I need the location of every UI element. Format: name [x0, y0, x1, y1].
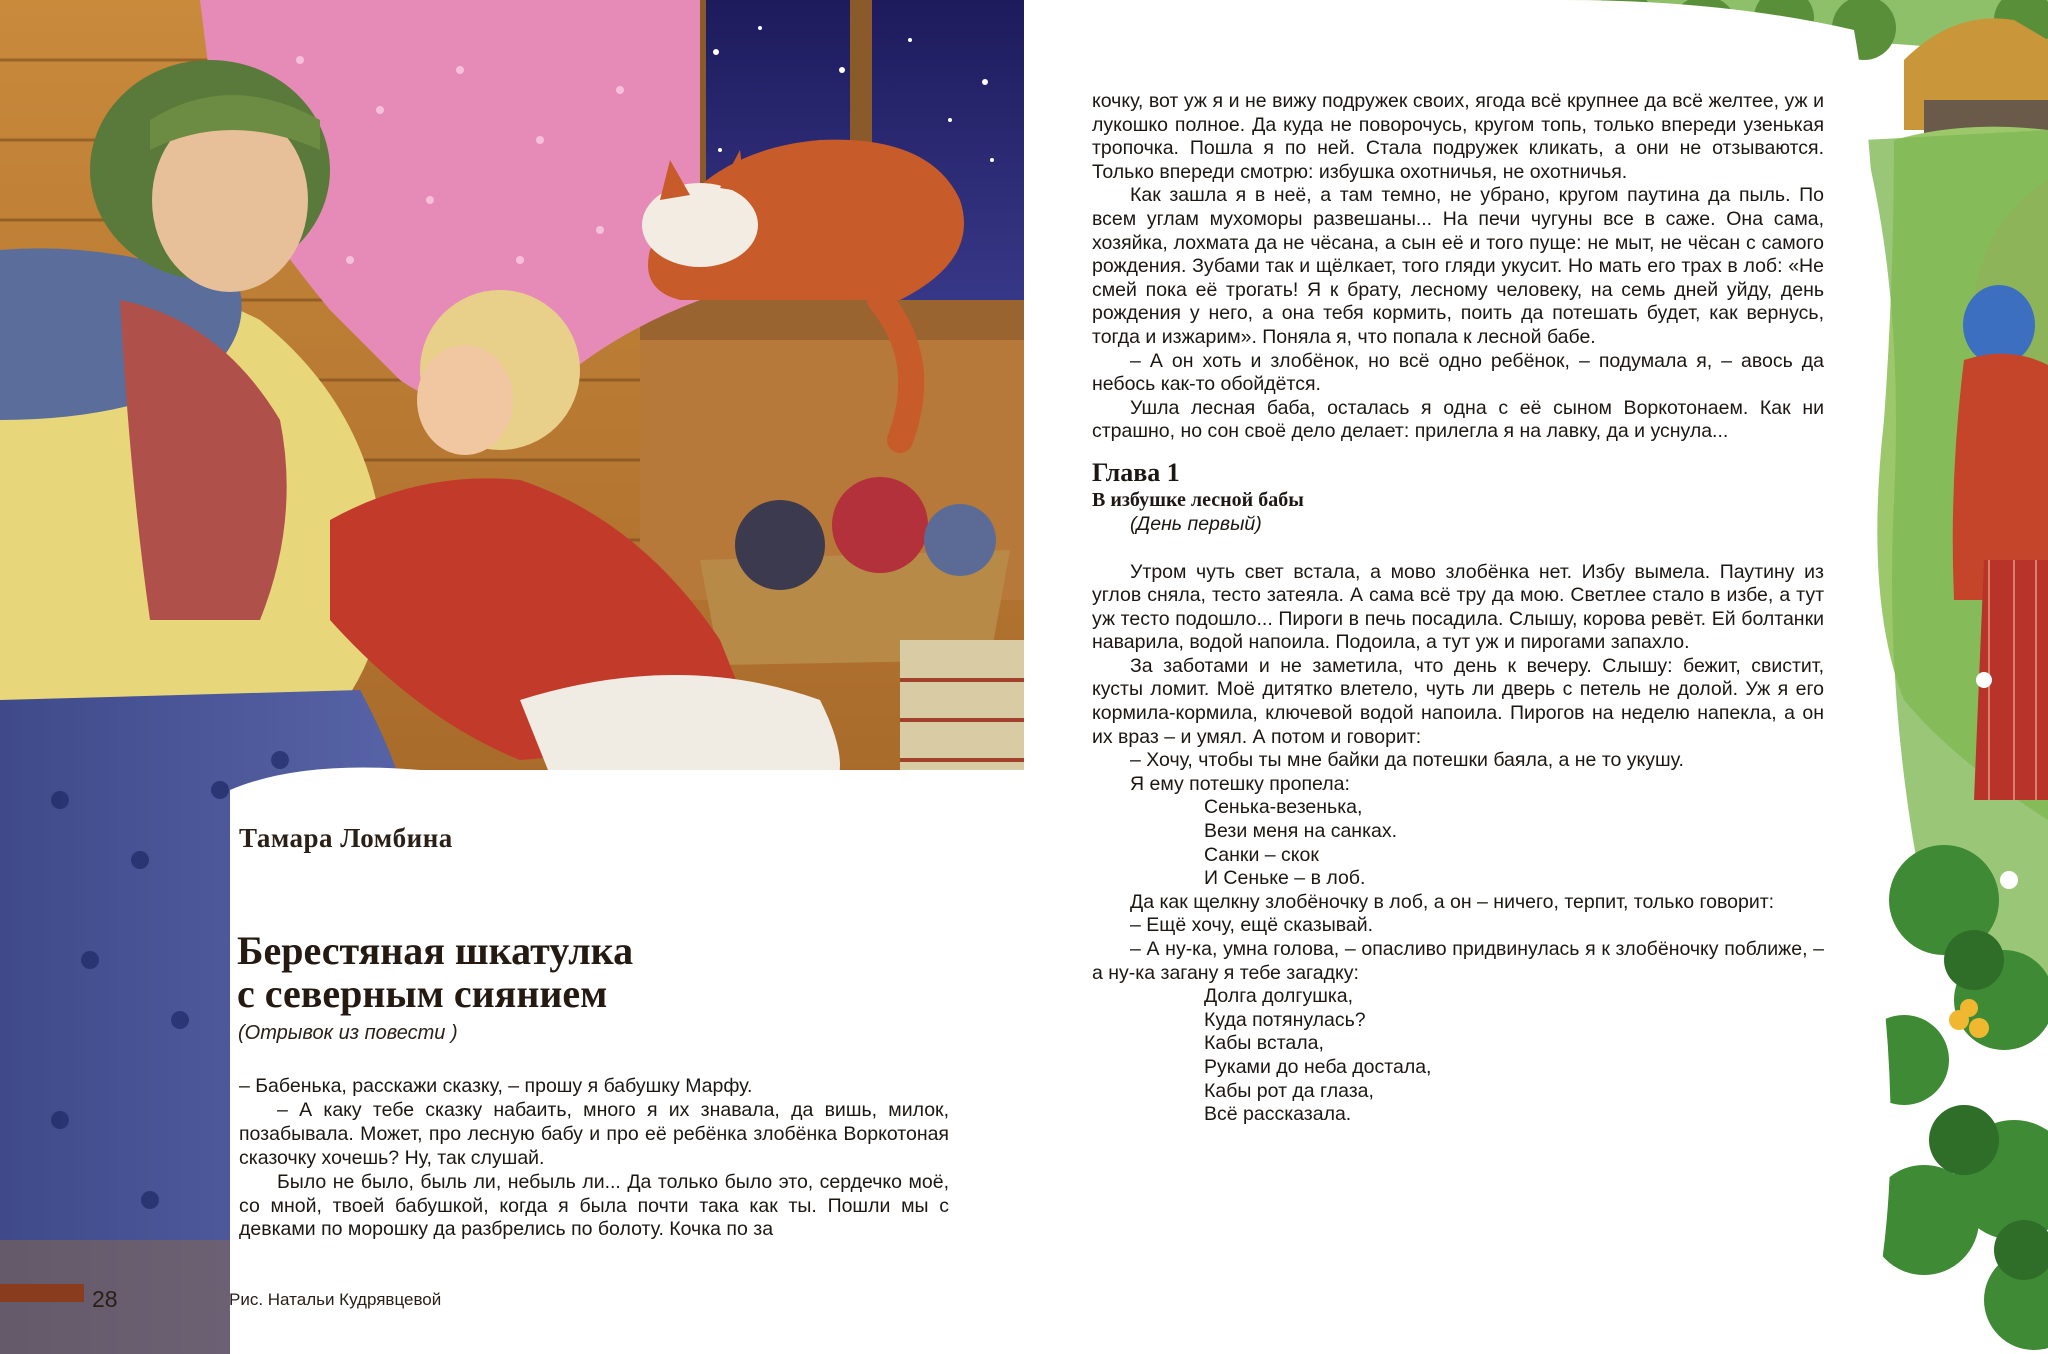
- story-title: [237, 929, 957, 1015]
- paragraph: – Хочу, чтобы ты мне байки да потешки баяла, а не то укушу.: [1130, 749, 1684, 772]
- verse-line: Вези меня на санках.: [1204, 820, 1398, 843]
- chapter-subheading: В избушке лесной бабы: [1092, 488, 1304, 511]
- page-number: 28: [92, 1286, 118, 1312]
- verse-line: Кабы рот да глаза,: [1204, 1079, 1374, 1102]
- verse-line: Кабы встала,: [1204, 1032, 1324, 1055]
- paragraph: Утром чуть свет встала, а мово злобёнка нет. Избу вымела. Паутину из углов сняла, тесто затеяла. А сама всё тру да мою. Светлее стало в избе, а тут уж тесто подошло... Пироги в печь посадила. Слышу, корова ревёт. Ей болтанки наварила, водой напоила. Подоила, а тут уж и пирогами запахло.: [1092, 560, 1824, 654]
- paragraph: Ушла лесная баба, осталась я одна с её сыном Воркотонаем. Как ни страшно, но сон своё дело делает: прилегла я на лавку, да и уснула...: [1092, 396, 1824, 443]
- verse-line: Долга долгушка,: [1204, 985, 1354, 1008]
- right-page: [1024, 0, 2048, 1354]
- chapter-day-label: (День первый): [1130, 512, 1262, 535]
- paragraph: Я ему потешку пропела:: [1130, 772, 1350, 795]
- story-title-line: Берестяная шкатулка: [237, 928, 634, 973]
- paragraph: кочку, вот уж я и не вижу подружек своих, ягода всё крупнее да всё желтее, уж и лукошко полное. Да куда не поворочусь, кругом топь, только впереди узенькая тропочка. Пошла я по ней. Стала подружек кликать, а они не отзываются. Только впереди смотрю: избушка охотничья, не охотничья.: [1092, 90, 1824, 183]
- paragraph: – Ещё хочу, ещё сказывай.: [1130, 914, 1374, 937]
- left-page-body: [239, 1075, 949, 1242]
- illustration-credit: Рис. Натальи Кудрявцевой: [229, 1290, 442, 1309]
- author-name: Тамара Ломбина: [239, 823, 453, 853]
- verse-line: И Сеньке – в лоб.: [1204, 867, 1366, 890]
- page-number-accent-bar: [0, 1284, 84, 1302]
- story-subtitle: (Отрывок из повести ): [238, 1022, 458, 1044]
- paragraph: Было не было, быль ли, небыль ли... Да только было это, сердечко моё, со мной, твоей бабушкой, когда я была почти така как ты. Пошли мы с девками по морошку да разбрелись по болоту. Кочка по за: [239, 1170, 949, 1241]
- paragraph: – А каку тебе сказку набаить, много я их знавала, да вишь, милок, позабывала. Может, про лесную бабу и про её ребёнка злобёнка Воркотоная сказочку хочешь? Ну, так слушай.: [239, 1098, 949, 1169]
- paragraph: За заботами и не заметила, что день к вечеру. Слышу: бежит, свистит, кусты ломит. Моё дитятко влетело, чуть ли дверь с петель не долой. Уж я его кормила-кормила, ключевой водой напоила. Пирогов на неделю напекла, а он их враз – и умял. А потом и говорит:: [1092, 654, 1824, 748]
- verse-line: Куда потянулась?: [1204, 1008, 1366, 1031]
- paragraph: – Бабенька, расскажи сказку, – прошу я бабушку Марфу.: [239, 1075, 753, 1097]
- verse-line: Руками до неба достала,: [1204, 1055, 1432, 1078]
- paragraph: – А он хоть и злобёнок, но всё одно ребёнок, – подумала я, – авось да небось как-то обойдётся.: [1092, 349, 1824, 396]
- paragraph: – А ну-ка, умна голова, – опасливо придвинулась я к злобёночку поближе, – а ну-ка загану я тебе загадку:: [1092, 938, 1824, 984]
- paragraph: Как зашла я в неё, а там темно, не убрано, кругом паутина да пыль. По всем углам мухоморы развешаны... На печи чугуны все в саже. Она сама, хозяйка, лохмата да не чёсана, а сын её и того пуще: не мыт, не чёсан с самого рождения. Зубами так и щёлкает, того гляди укусит. Но мать его трах в лоб: «Не смей пока её трогать! Я к брату, лесному человеку, на семь дней уйду, день рождения у него, а она тебя кормить, поить да потешать будет, как вернусь, тогда и изжарим». Поняла я, что попала к лесной бабе.: [1092, 184, 1824, 348]
- right-page-body: [1092, 90, 1824, 1127]
- chapter-heading: Глава 1: [1092, 457, 1180, 487]
- story-title-line: с северным сиянием: [237, 971, 608, 1016]
- verse-line: Всё рассказала.: [1204, 1103, 1352, 1126]
- verse-line: Сенька-везенька,: [1204, 796, 1363, 819]
- paragraph: Да как щелкну злобёночку в лоб, а он – ничего, терпит, только говорит:: [1130, 890, 1775, 913]
- verse-line: Санки – скок: [1204, 843, 1319, 866]
